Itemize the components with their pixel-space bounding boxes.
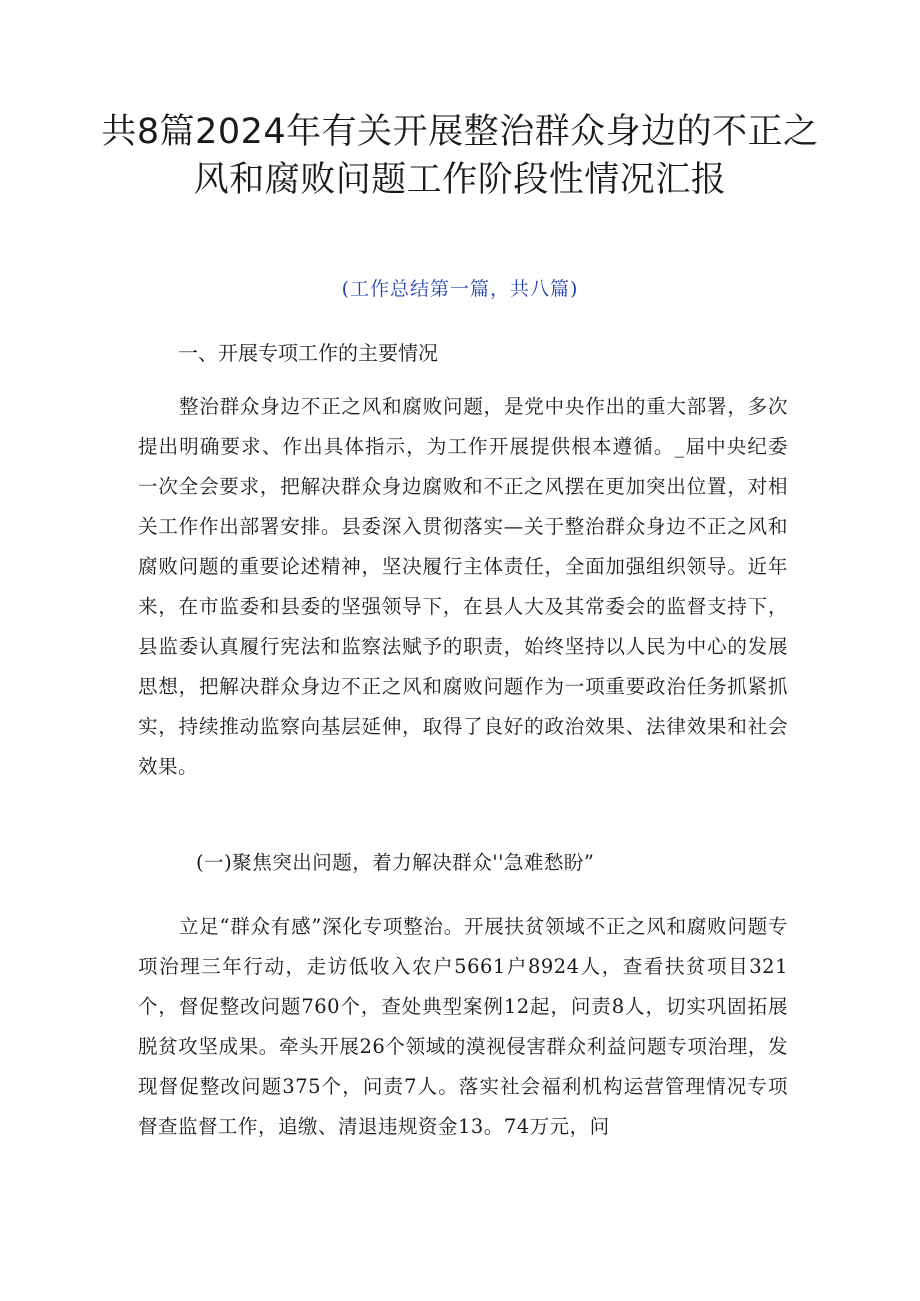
- document-title: 共8篇2024年有关开展整治群众身边的不正之风和腐败问题工作阶段性情况汇报: [101, 112, 819, 200]
- document-subtitle: (工作总结第一篇，共八篇): [341, 278, 579, 300]
- subsection-heading: (一)聚焦突出问题，着力解决群众''急难愁盼”: [196, 851, 595, 874]
- body-paragraph: 立足“群众有感”深化专项整治。开展扶贫领域不正之风和腐败问题专项治理三年行动，走访低收入农户5661户8924人，查看扶贫项目321个，督促整改问题760个，查处典型案例12起，问责8人，切实巩固拓展脱贫攻坚成果。牵头开展26个领域的漠视侵害群众利益问题专项治理，发现督促整改问题375个，问责7人。落实社会福利机构运营管理情况专项督查监督工作，追缴、清退违规资金13。74万元，问: [138, 915, 788, 1138]
- section-heading: 一、开展专项工作的主要情况: [178, 341, 438, 365]
- body-paragraph: 整治群众身边不正之风和腐败问题，是党中央作出的重大部署，多次提出明确要求、作出具体指示，为工作开展提供根本遵循。_届中央纪委一次全会要求，把解决群众身边腐败和不正之风摆在更加突出位置，对相关工作作出部署安排。县委深入贯彻落实—关于整治群众身边不正之风和腐败问题的重要论述精神，坚决履行主体责任，全面加强组织领导。近年来，在市监委和县委的坚强领导下，在县人大及其常委会的监督支持下，县监委认真履行宪法和监察法赋予的职责，始终坚持以人民为中心的发展思想，把解决群众身边不正之风和腐败问题作为一项重要政治任务抓紧抓实，持续推动监察向基层延伸，取得了良好的政治效果、法律效果和社会效果。: [138, 395, 788, 778]
